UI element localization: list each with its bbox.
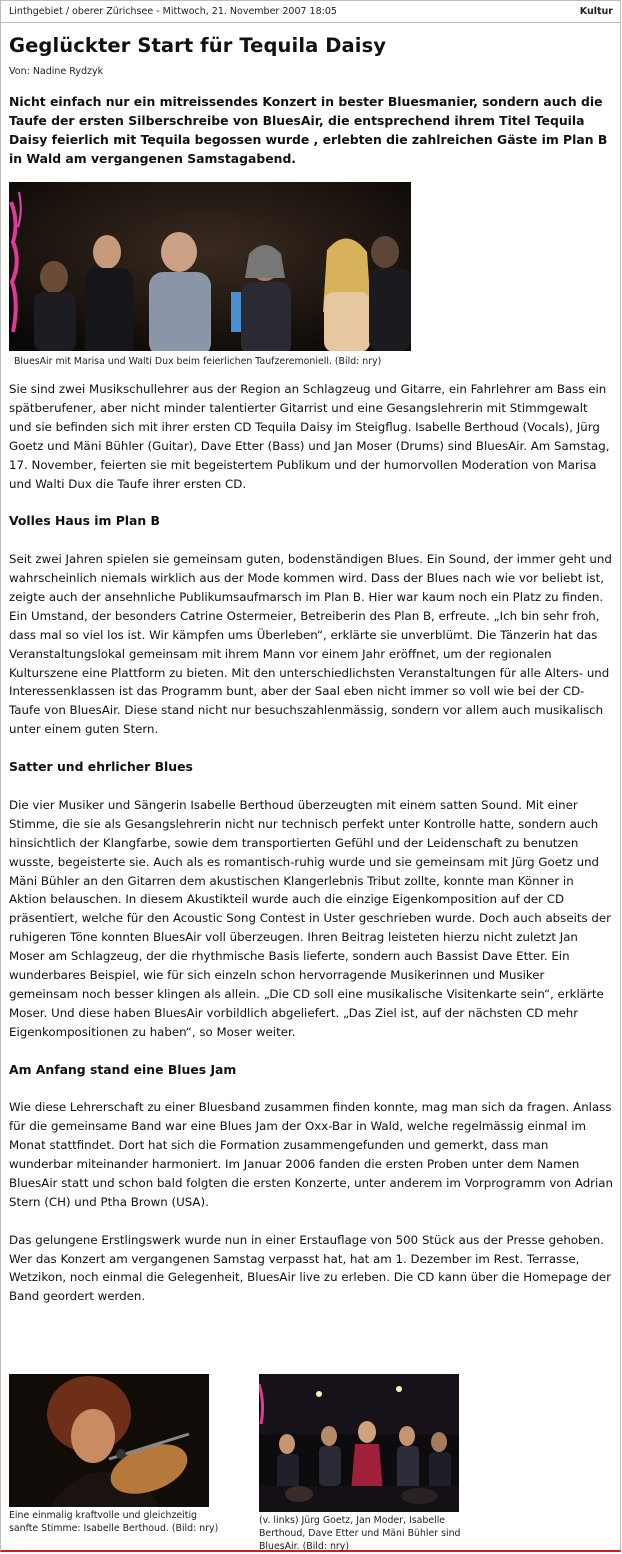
paragraph-3: Die vier Musiker und Sängerin Isabelle Berthoud überzeugten mit einem satten Sound. Mit einer Stimme, die sie als Gesangslehrerin nicht nur technisch perfekt unter Kontrolle hatte, sondern auch hinsichtlich der Klangfarbe, sowie dem transportierten Gefühl und der Leidenschaft zu benutzen wusste, begeisterte sie. Auch als es romantisch-ruhig wurde und sie gemeinsam mit Jürg Goetz und Mäni Bühler an den Gitarren dem akustischen Klangerlebnis Tribut zollte, konnte man Könner in Aktion belauschen. In diesem Akustikteil wurde auch die einzige Eigenkomposition auf der CD präsentiert, welche für den Acoustic Song Contest in Uster geschrieben wurde. Doch auch abseits der ruhigeren Töne konnten BluesAir voll überzeugen. Ihren Beitrag leisteten hierzu nicht zuletzt Jan Moser am Schlagzeug, der die rhythmische Basis lieferte, sondern auch Bassist Dave Etter. Ein wunderbares Beispiel, wie für sich einzeln schon hervorragende Musikerinnen und Musiker gemeinsam noch besser klingen als allein. „Die CD soll eine musikalische Visitenkarte sein“, erklärte Moser. Und diese haben BluesAir vorbildlich abgeliefert. „Das Ziel ist, auf der nächsten CD mehr Eigenkompositionen zu haben“, so Moser weiter. (9, 797, 611, 1039)
right-image-caption: (v. links) Jürg Goetz, Jan Moder, Isabelle Berthoud, Dave Etter und Mäni Bühler sind BluesAir. (Bild: nry) (259, 1515, 461, 1552)
subheading-1: Volles Haus im Plan B (9, 513, 160, 529)
singer-photo (9, 1374, 209, 1507)
header-divider (1, 22, 621, 23)
stage-photo (259, 1374, 459, 1512)
article-header (9, 6, 613, 21)
dateline: Linthgebiet / oberer Zürichsee - Mittwoch, 21. November 2007 18:05 (9, 6, 337, 17)
left-image-caption: Eine einmalig kraftvolle und gleichzeitig sanfte Stimme: Isabelle Berthoud. (Bild: nry) (9, 1510, 219, 1534)
subheading-2: Satter und ehrlicher Blues (9, 759, 193, 775)
article-body (9, 380, 613, 1325)
band-photo (9, 182, 411, 351)
paragraph-1: Sie sind zwei Musikschullehrer aus der Region an Schlagzeug und Gitarre, ein Fahrlehrer am Bass ein spätberufener, aber nicht minder talentierter Gitarrist und eine Gesangslehrerin mit Stimmgewalt und sie befinden sich mit ihrer ersten CD Tequila Daisy im Steigflug. Isabelle Berthoud (Vocals), Jürg Goetz und Mäni Bühler (Guitar), Dave Etter (Bass) und Jan Moser (Drums) sind BluesAir. Am Samstag, 17. November, feierten sie mit begeistertem Publikum und der humorvollen Moderation von Marisa und Walti Dux die Taufe ihrer ersten CD. (9, 382, 610, 491)
paragraph-4: Wie diese Lehrerschaft zu einer Bluesband zusammen finden konnte, mag man sich da fragen. Anlass für die gemeinsame Band war eine Blues Jam der Oxx-Bar in Wald, welche regelmässig einmal im Monat stattfindet. Dort hat sich die Formation zusammengefunden und gemerkt, dass man wunderbar miteinander harmoniert. Im Januar 2006 fanden die ersten Proben unter dem Namen BluesAir statt und schon bald folgten die ersten Konzerte, unter anderem im Vorprogramm von Adrian Stern (CH) und Ptha Brown (USA). (9, 1100, 614, 1209)
subheading-3: Am Anfang stand eine Blues Jam (9, 1061, 237, 1077)
article-lead: Nicht einfach nur ein mitreissendes Konzert in bester Bluesmanier, sondern auch die Taufe der ersten Silberschreibe von BluesAir, die entsprechend ihrem Titel Tequila Daisy feierlich mit Tequila begossen wurde , erlebten die zahlreichen Gäste im Plan B in Wald am vergangenen Samstagabend. (9, 94, 608, 166)
band-photo-icon (9, 182, 411, 351)
singer-photo-icon (9, 1374, 209, 1507)
stage-photo-icon (259, 1374, 459, 1512)
paragraph-2: Seit zwei Jahren spielen sie gemeinsam guten, bodenständigen Blues. Ein Sound, der immer geht und wahrscheinlich niemals wirklich aus der Mode kommen wird. Dass der Blues nach wie vor beliebt ist, zeigte auch der ansehnliche Publikumsaufmarsch im Plan B. Hier war kaum noch ein Platz zu finden. Ein Umstand, der besonders Catrine Ostermeier, Betreiberin des Plan B, erfreute. „Ich bin sehr froh, dass mal so viel los ist. Wir kämpfen ums Überleben“, erklärte sie unverblümt. Die Tänzerin hat das Veranstaltungslokal gemeinsam mit ihrem Mann vor einem Jahr eröffnet, um der regionalen Kulturszene eine Plattform zu bieten. Mit den unterschiedlichsten Veranstaltungen für alle Alters- und Interessenklassen ist das Programm bunt, aber der Saal eben nicht immer so voll wie bei der CD-Taufe von BluesAir. Diese stand nicht nur besuchszahlenmässig, sondern vor allem auch musikalisch unter einem guten Stern. (9, 552, 612, 737)
rubric-label[interactable]: Kultur (579, 6, 613, 17)
byline: Von: Nadine Rydzyk (9, 66, 104, 77)
main-image-caption: BluesAir mit Marisa und Walti Dux beim feierlichen Taufzeremoniell. (Bild: nry) (14, 356, 382, 367)
article-title: Geglückter Start für Tequila Daisy (9, 34, 387, 57)
paragraph-5: Das gelungene Erstlingswerk wurde nun in einer Erstauflage von 500 Stück aus der Presse gehoben. Wer das Konzert am vergangenen Samstag verpasst hat, hat am 1. Dezember im Rest. Terrasse, Wetzikon, noch einmal die Gelegenheit, BluesAir live zu erleben. Die CD kann über die Homepage der Band geordert werden. (9, 1232, 611, 1304)
